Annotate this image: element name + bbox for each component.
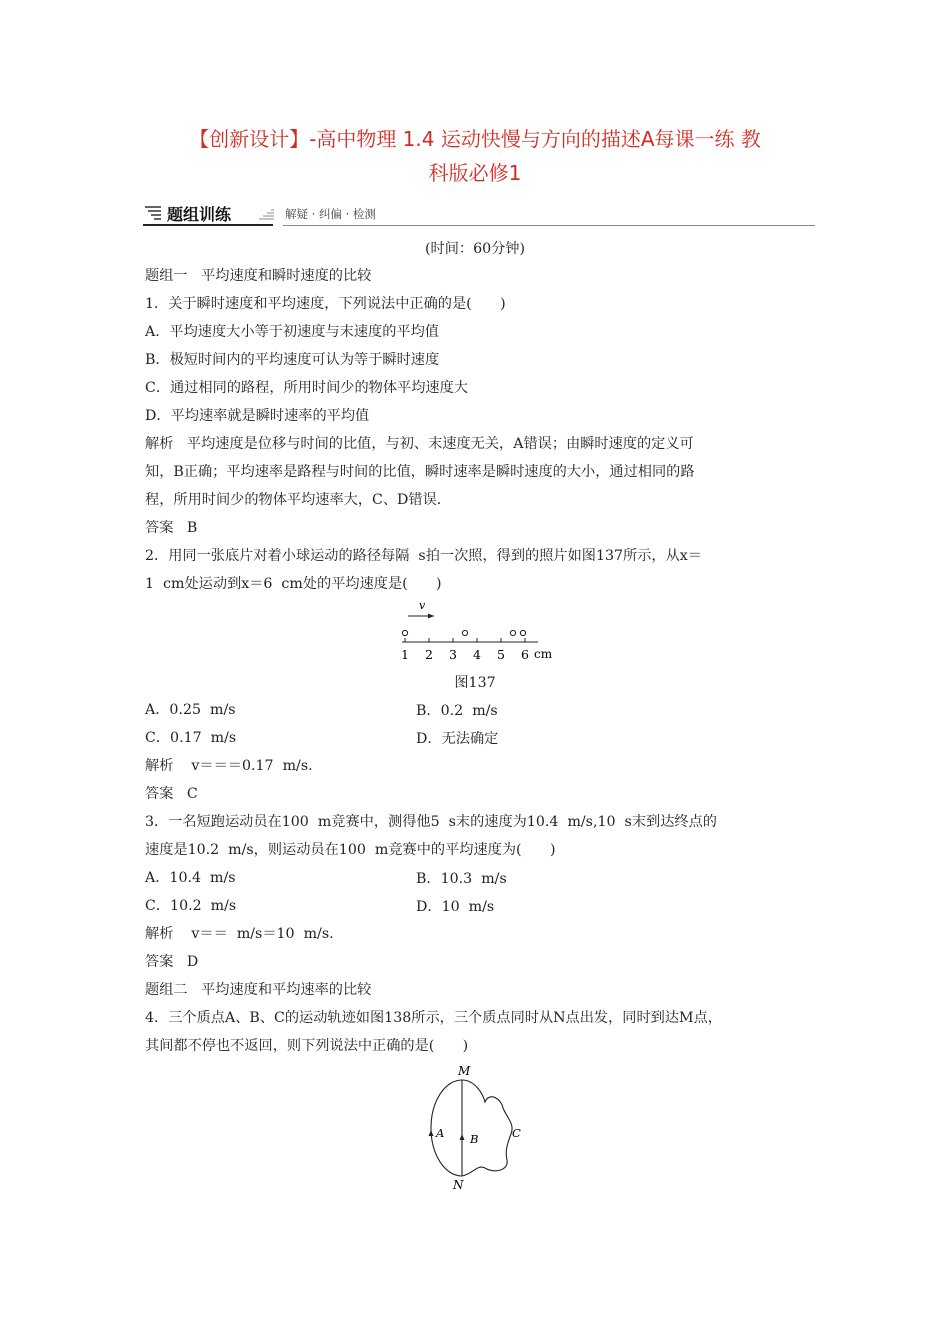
arrow-icon bbox=[460, 1134, 465, 1140]
section-header bbox=[143, 200, 815, 228]
arrow-icon bbox=[429, 1130, 434, 1136]
q4-stem-2: 其间都不停也不返回，则下列说法中正确的是( ) bbox=[145, 1038, 469, 1054]
tick-label: 5 bbox=[497, 647, 505, 662]
title-line-1: 【创新设计】-高中物理 1.4 运动快慢与方向的描述A每课一练 教 bbox=[189, 127, 761, 151]
q1-explanation-3: 程，所用时间少的物体平均速率大，C、D错误． bbox=[145, 492, 451, 508]
tick-label: 2 bbox=[425, 647, 433, 662]
velocity-label: v bbox=[419, 599, 426, 612]
stripes-icon bbox=[143, 205, 163, 221]
q2-option-d: D．无法确定 bbox=[416, 731, 499, 747]
group-heading-1: 题组一 平均速度和瞬时速度的比较 bbox=[145, 268, 372, 284]
figure-138 bbox=[415, 1062, 535, 1192]
title-line-2: 科版必修1 bbox=[428, 161, 522, 185]
q3-stem-1: 3．一名短跑运动员在100 m竞赛中，测得他5 s末的速度为10.4 m/s,10 s末到达终点的 bbox=[145, 814, 717, 830]
document-title bbox=[140, 122, 810, 190]
path-c bbox=[462, 1080, 512, 1176]
ball-position bbox=[462, 630, 467, 635]
q1-option-d: D．平均速率就是瞬时速率的平均值 bbox=[145, 408, 370, 424]
ball-position bbox=[510, 630, 515, 635]
group-heading-2: 题组二 平均速度和平均速率的比较 bbox=[145, 982, 372, 998]
q3-stem-2: 速度是10.2 m/s，则运动员在100 m竞赛中的平均速度为( ) bbox=[145, 842, 556, 858]
q1-explanation-2: 知，B正确；平均速率是路程与时间的比值，瞬时速率是瞬时速度的大小，通过相同的路 bbox=[145, 464, 695, 480]
q2-explanation: 解析 v＝＝＝0.17 m/s. bbox=[145, 758, 313, 774]
tick-label: 4 bbox=[473, 647, 481, 662]
q3-option-a: A．10.4 m/s bbox=[145, 870, 236, 886]
figure-137 bbox=[390, 598, 560, 666]
section-subtitle: 解疑 · 纠偏 · 检测 bbox=[285, 207, 376, 221]
figure-137-caption: 图137 bbox=[454, 675, 496, 691]
tick-label: 6 bbox=[521, 647, 529, 662]
q2-stem-2: 1 cm处运动到x＝6 cm处的平均速度是( ) bbox=[145, 576, 442, 592]
path-c-label: C bbox=[512, 1126, 521, 1140]
divider bbox=[143, 224, 273, 226]
stripes-decoration-icon bbox=[257, 209, 275, 221]
tick-label: 3 bbox=[449, 647, 457, 662]
q2-option-a: A．0.25 m/s bbox=[145, 702, 236, 718]
path-b-label: B bbox=[470, 1132, 479, 1146]
q3-explanation: 解析 v＝＝ m/s＝10 m/s. bbox=[145, 926, 334, 942]
q1-explanation-1: 解析 平均速度是位移与时间的比值，与初、末速度无关，A错误；由瞬时速度的定义可 bbox=[145, 436, 694, 452]
tick-label: 1 bbox=[401, 647, 409, 662]
q1-option-a: A．平均速度大小等于初速度与末速度的平均值 bbox=[145, 324, 439, 340]
q2-stem-1: 2．用同一张底片对着小球运动的路径每隔 s拍一次照，得到的照片如图137所示，从x＝ bbox=[145, 548, 702, 564]
point-n-label: N bbox=[453, 1178, 464, 1192]
ball-position bbox=[402, 630, 407, 635]
section-label: 题组训练 bbox=[167, 205, 232, 224]
divider bbox=[283, 225, 815, 226]
q1-option-c: C．通过相同的路程，所用时间少的物体平均速度大 bbox=[145, 380, 468, 396]
ball-position bbox=[520, 630, 525, 635]
q2-option-b: B．0.2 m/s bbox=[416, 703, 498, 719]
time-limit: (时间：60分钟) bbox=[424, 241, 526, 257]
q3-option-c: C．10.2 m/s bbox=[145, 898, 237, 914]
q2-option-c: C．0.17 m/s bbox=[145, 730, 237, 746]
q4-stem-1: 4．三个质点A、B、C的运动轨迹如图138所示，三个质点同时从N点出发，同时到达M点， bbox=[145, 1010, 722, 1026]
q1-option-b: B．极短时间内的平均速度可认为等于瞬时速度 bbox=[145, 352, 440, 368]
q2-answer: 答案 C bbox=[145, 786, 198, 802]
unit-label: cm bbox=[534, 647, 553, 661]
q1-stem: 1．关于瞬时速度和平均速度，下列说法中正确的是( ) bbox=[145, 296, 506, 312]
q3-option-d: D．10 m/s bbox=[416, 899, 495, 915]
path-a-label: A bbox=[436, 1126, 445, 1140]
q3-option-b: B．10.3 m/s bbox=[416, 871, 507, 887]
q3-answer: 答案 D bbox=[145, 954, 199, 970]
q1-answer: 答案 B bbox=[145, 520, 198, 536]
point-m-label: M bbox=[458, 1064, 471, 1078]
